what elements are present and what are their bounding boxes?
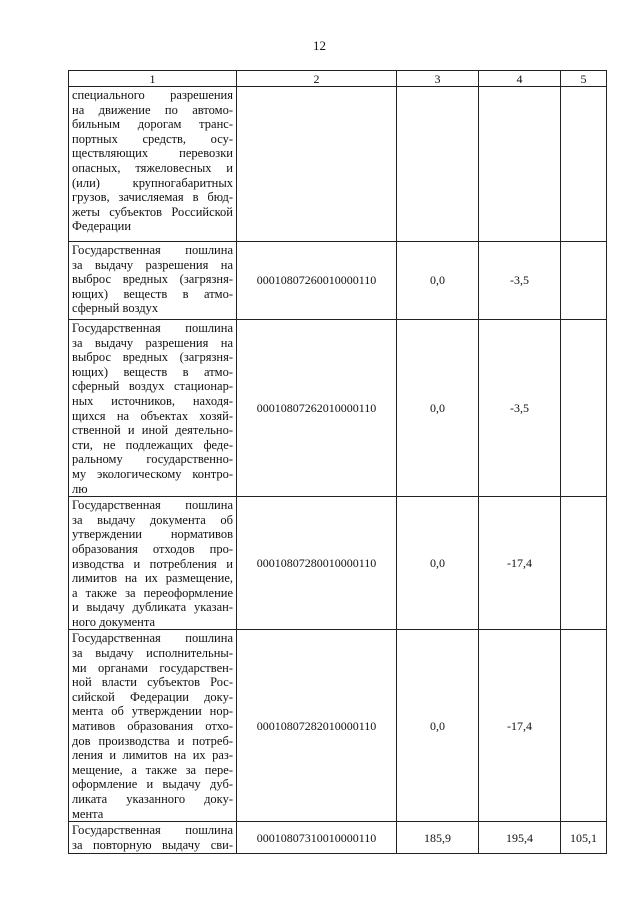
value-col-5 bbox=[561, 242, 607, 320]
description-line: ющих) веществ в атмо- bbox=[72, 364, 233, 379]
value-col-3: 0,0 bbox=[397, 242, 479, 320]
description-line: Государственная пошлина bbox=[72, 243, 233, 257]
description-line: ления и лимитов на их раз- bbox=[72, 748, 233, 763]
description-line: и выдачу дубликата указан- bbox=[72, 600, 233, 615]
description-line: мента bbox=[72, 806, 104, 821]
table-row bbox=[69, 630, 607, 822]
table-row bbox=[69, 822, 607, 854]
description-line: оформление и выдачу дуб- bbox=[72, 777, 233, 792]
description-line: ми органами государствен- bbox=[72, 660, 233, 675]
description-line: щихся на объектах хозяй- bbox=[72, 408, 233, 423]
description-line: за выдачу разрешения на bbox=[72, 335, 233, 350]
description-line: мещение, а также за пере- bbox=[72, 762, 233, 777]
description-line: изводства и потребления и bbox=[72, 556, 233, 571]
description-line: Федерации bbox=[72, 219, 132, 234]
description-line: Государственная пошлина bbox=[72, 498, 233, 513]
value-col-3: 0,0 bbox=[397, 320, 479, 497]
row-description bbox=[69, 242, 237, 320]
value-col-3: 0,0 bbox=[397, 497, 479, 630]
description-line: (или) крупногабаритных bbox=[72, 175, 233, 190]
row-description bbox=[69, 630, 237, 822]
description-line: Государственная пошлина bbox=[72, 823, 233, 838]
description-line: ральному государственно- bbox=[72, 452, 233, 467]
column-header-4: 4 bbox=[479, 71, 561, 87]
row-description bbox=[69, 320, 237, 497]
budget-code: 00010807282010000110 bbox=[237, 630, 397, 822]
value-col-5 bbox=[561, 320, 607, 497]
column-header-1: 1 bbox=[69, 71, 237, 87]
description-line: образования отходов про- bbox=[72, 541, 233, 556]
description-line: лю bbox=[72, 481, 88, 496]
table-row bbox=[69, 497, 607, 630]
budget-table bbox=[68, 70, 607, 854]
value-col-4 bbox=[479, 87, 561, 242]
table-header-row bbox=[69, 71, 607, 87]
description-line: утверждении нормативов bbox=[72, 527, 233, 542]
description-line: сийской Федерации доку- bbox=[72, 689, 233, 704]
description-line: ной власти субъектов Рос- bbox=[72, 675, 233, 690]
column-header-2: 2 bbox=[237, 71, 397, 87]
description-line: ственной и иной деятельно- bbox=[72, 423, 233, 438]
table-row bbox=[69, 320, 607, 497]
value-col-3: 0,0 bbox=[397, 630, 479, 822]
row-description bbox=[69, 822, 237, 854]
value-col-5: 105,1 bbox=[561, 822, 607, 854]
page-number: 12 bbox=[313, 38, 326, 53]
description-line: за выдачу исполнительны- bbox=[72, 646, 233, 661]
description-line: портных средств, осу- bbox=[72, 131, 233, 146]
description-line: сферный воздух стационар- bbox=[72, 379, 233, 394]
description-line: Государственная пошлина bbox=[72, 631, 233, 646]
column-header-3: 3 bbox=[397, 71, 479, 87]
description-line: сферный воздух bbox=[72, 301, 159, 316]
budget-code: 00010807260010000110 bbox=[237, 242, 397, 320]
description-line: ного документа bbox=[72, 614, 156, 629]
description-line: ликата указанного доку- bbox=[72, 792, 233, 806]
description-line: за выдачу разрешения на bbox=[72, 257, 233, 272]
budget-code: 00010807280010000110 bbox=[237, 497, 397, 630]
description-line: специального разрешения bbox=[72, 88, 233, 102]
description-line: ществляющих перевозки bbox=[72, 146, 233, 161]
description-line: мативов образования отхо- bbox=[72, 719, 233, 734]
value-col-5 bbox=[561, 497, 607, 630]
description-line: мента об утверждении нор- bbox=[72, 704, 233, 719]
row-description bbox=[69, 87, 237, 242]
description-line: за повторную выдачу сви- bbox=[72, 838, 233, 853]
description-line: выброс вредных (загрязня- bbox=[72, 350, 233, 365]
description-line: Государственная пошлина bbox=[72, 321, 233, 335]
description-line: дов производства и потреб- bbox=[72, 733, 233, 748]
value-col-4: -17,4 bbox=[479, 630, 561, 822]
description-line: за выдачу документа об bbox=[72, 512, 233, 527]
description-line: лимитов на их размещение, bbox=[72, 571, 233, 586]
budget-code: 00010807310010000110 bbox=[237, 822, 397, 854]
description-line: выброс вредных (загрязня- bbox=[72, 272, 233, 287]
table-row bbox=[69, 242, 607, 320]
value-col-4: -3,5 bbox=[479, 320, 561, 497]
budget-code bbox=[237, 87, 397, 242]
description-line: бильным дорогам транс- bbox=[72, 117, 233, 132]
description-line: а также за переоформление bbox=[72, 585, 233, 600]
description-line: му экологическому контро- bbox=[72, 466, 233, 481]
budget-code: 00010807262010000110 bbox=[237, 320, 397, 497]
value-col-4: -3,5 bbox=[479, 242, 561, 320]
value-col-4: -17,4 bbox=[479, 497, 561, 630]
description-line: грузов, зачисляемая в бюд- bbox=[72, 190, 233, 205]
description-line: сти, не подлежащих феде- bbox=[72, 437, 233, 452]
description-line: ющих) веществ в атмо- bbox=[72, 286, 233, 301]
value-col-3 bbox=[397, 87, 479, 242]
value-col-5 bbox=[561, 87, 607, 242]
description-line: ных источников, находя- bbox=[72, 393, 233, 408]
table-row bbox=[69, 87, 607, 242]
value-col-5 bbox=[561, 630, 607, 822]
description-line: на движение по автомо- bbox=[72, 102, 233, 117]
column-header-5: 5 bbox=[561, 71, 607, 87]
description-line: жеты субъектов Российской bbox=[72, 204, 233, 219]
value-col-4: 195,4 bbox=[479, 822, 561, 854]
row-description bbox=[69, 497, 237, 630]
description-line: опасных, тяжеловесных и bbox=[72, 160, 233, 175]
value-col-3: 185,9 bbox=[397, 822, 479, 854]
